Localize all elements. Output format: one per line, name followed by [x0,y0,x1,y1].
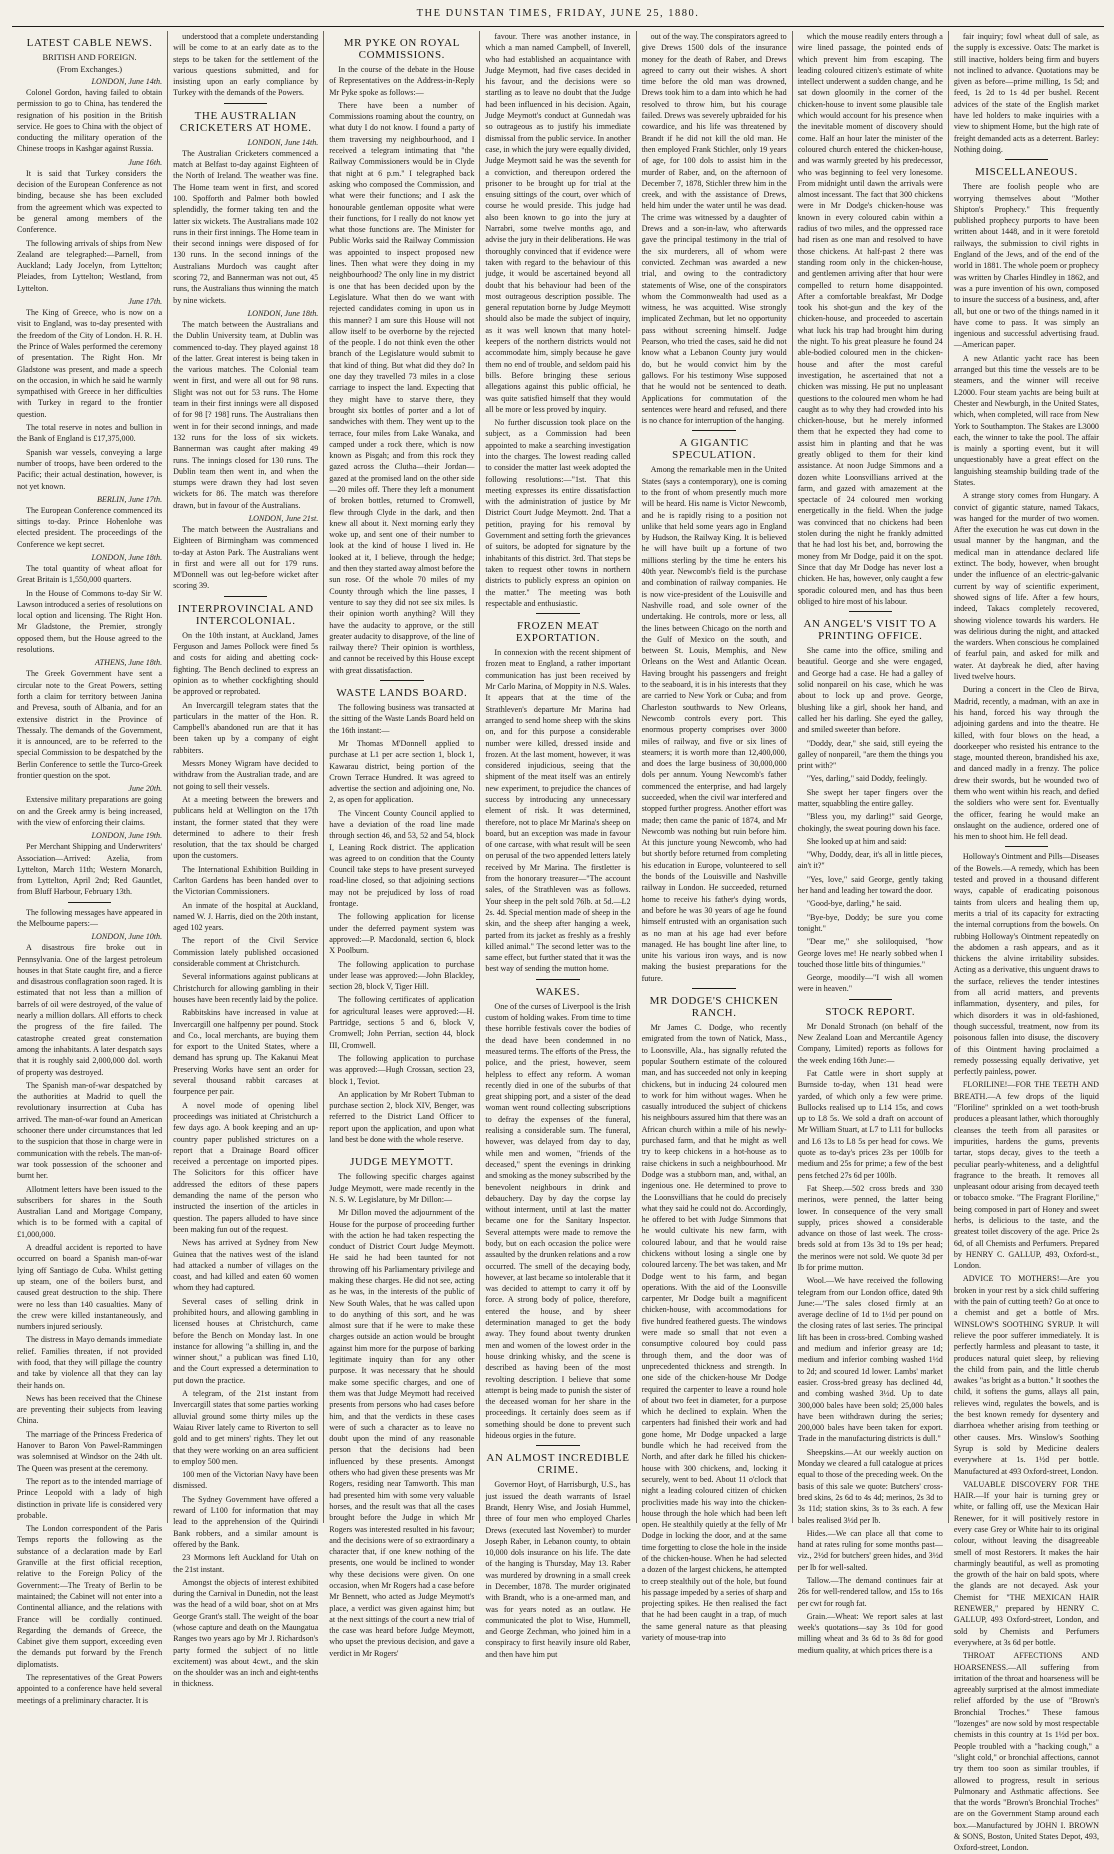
paragraph: The total quantity of wheat afloat for Great Britain is 1,550,000 quarters. [17,563,163,585]
paragraph: The following application for license under the deferred payment system was approved:—P. Macdonald, section 6, block X Poolburn. [329,912,475,956]
paragraph: Mr Thomas M'Donnell applied to purchase at L1 per acre section 1, block 1, Kawarau district, being portion of the Crown Terrace Hundred. It was agreed to advertise the section and adjoining one, No. 2, as open for application. [329,738,475,805]
divider-rule [849,999,893,1000]
dateline: LONDON, June 10th. [91,932,163,942]
divider-rule [536,1445,580,1446]
dateline: LONDON, June 14th. [91,77,163,86]
article-headline: STOCK REPORT. [825,1005,916,1018]
paragraph: The Sydney Government have offered a reward of L100 for information that may lead to the apprehension of the Quirindi Bank robbers, and a similar amount is offered by the Bank. [173,1494,319,1549]
dateline: June 17th. [128,297,163,307]
paragraph: Governor Hoyt, of Harrisburgh, U.S., has just issued the death warrants of Israel Brandt, Henry Wise, and Josiah Hummel, three of four men who employed Charles Drews (executed last November) to murder Joseph Raber, in Lebanon county, to obtain 10,000 dols insurance on his life. The date of the hanging is Thursday, May 13. Raber was murdered by drowning in a small creek in December, 1878. The murder originated with Brandt, who is a one-armed man, and was for years noted as an outlaw. He communicated the plot to Wise, Hummell, and George Zechman, who joined him in a conspiracy to first heavily insure old Raber, and then have him put [485,1480,631,1659]
column-2 [168,31,324,1689]
article-headline: AN ANGEL'S VISIT TO A PRINTING OFFICE. [803,618,938,643]
article-headline: MR DODGE'S CHICKEN RANCH. [649,995,779,1020]
paragraph: The total reserve in notes and bullion in the Bank of England is £17,375,000. [17,423,163,444]
paragraph: The report of the Civil Service Commission lately published occasioned considerable comment at Christchurch. [173,936,319,969]
paragraph: The International Exhibition Building in Carlton Gardens has been handed over to the Victorian Commissioners. [173,864,319,897]
paragraph: Hides.—We can place all that come to hand at rates ruling for some months past—viz., 2½d for butchers' green hides, and 3½d per lb for well-salted. [797,1528,943,1572]
paragraph: understood that a complete understanding will be come to at an early date as to the steps to be taken for the settlement of the various questions submitted, and for insisting upon an early compliance by Turkey with the demands of the Powers. [173,32,319,98]
paragraph: In connexion with the recent shipment of frozen meat to England, a rather important communication has just been received by Mr Carlo Marina, of Moppity in N.S. Wales. It appears that at the time of the Strathleven's departure Mr Marina had arranged to send home sheep with the skins on, and for this purpose a considerable number were killed, dressed inside and frozen. At the last moment, however, it was considered injudicious, seeing that the shipment of the meat itself was an entirely new experiment, to prejudice the chances of success by introducing any unnecessary element of risk. It was determined, therefore, not to place Mr Marina's sheep on board, but an exception was made in favour of one carcase, with what result will be seen on perusal of the two appended letters lately received by Mr Marina. The firstletter is from the honorary treasurer—"The account sales, of the Strathleven was as follows. Your sheep in the pelt sold 76lb. at 5d.—L2 2s. 4d. Special mention made of sheep in the skin, and the sheep after hanging a week, parted from its jacket as freshly as a freshly killed animal." The second letter was to the same effect, but further stated that it was the best way of sending the mutton home. [485,648,631,974]
paragraph: "Bye-bye, Doddy; be sure you come tonight." [797,912,943,933]
paragraph: THROAT AFFECTIONS AND HOARSENESS.—All suffering from irritation of the throat and hoarseness will be agreeably surprised at the almost immediate relief afforded by the use of "Brown's Bronchial Troches." These famous "lozenges" are now sold by most respectable chemists in this country at 1s 1½d per box. People troubled with a "hacking cough," a "slight cold," or bronchial affections, cannot try them too soon as similar troubles, if allowed to progress, result in serious Pulmonary and Asthmatic affections. See that the words "Brown's Bronchial Troches" are on the Government Stamp around each box.—Manufactured by JOHN I. BROWN & SONS, Boston, United States Depot, 493, Oxford-street, London. [953,1651,1099,1853]
paragraph: ADVICE TO MOTHERS!—Are you broken in your rest by a sick child suffering with the pain of cutting teeth? Go at once to a chemist and get a bottle of Mrs. WINSLOW'S SOOTHING SYRUP. It will relieve the poor sufferer immediately. It is perfectly harmless and pleasant to taste, it produces natural quiet sleep, by relieving the child from pain, and the little cherub awakes "as bright as a button." It soothes the child, it softens the gums, allays all pain, relieves wind, regulates the bowels, and is the best known remedy for dysentery and diarrhoea whether arising from teething or other causes. Mrs. Winslow's Soothing Syrup is sold by Medicine dealers everywhere at 1s. 1½d per bottle. Manufactured at 493 Oxford-street, London. [953,1274,1099,1476]
paragraph: The following application to purchase under lease was approved:—John Blackley, section 28, block V, Tiger Hill. [329,959,475,992]
divider-rule [224,596,268,597]
paragraph: An inmate of the hospital at Auckland, named W. J. Harris, died on the 20th instant, aged 102 years. [173,900,319,933]
paragraph: One of the curses of Liverpool is the Irish custom of holding wakes. From time to time these horrible festivals cover the bodies of the dead have been condemned in no measured terms. The efforts of the Press, the police, and the priest, however, seem helpless to effect any reform. A woman recently died in one of the suburbs of that great shipping port, and a sister of the dead woman went round collecting subscriptions to defray the expenses of the funeral, realising a considerable sum. The funeral, however, was delayed from day to day, while men and women, "friends of the deceased," spent the evenings in drinking and smoking as the money subscribed by the benevolent neighbours in drink and debauchery. Day by day the corpse lay without interment, until at last the matter became one for the Sanitary Inspector. Several attempts were made to remove the body, but on each occasion the police were assaulted by the drunken relations and a row occurred. The smell of the decaying body, however, at last became so intolerable that it was decided to attempt to carry it off by force. A strong body of police, therefore, entered the house, and by sheer determination managed to get the body away. They found about twenty drunken men and women of the lowest order in the house drinking whisky, and the scene is described as having been of the most revolting description. I believe that some attempt is being made to punish the sister of the deceased woman for her share in the proceedings. It certainly does seem as if something should be done to prevent such hideous orgies in the future. [485,1001,631,1441]
paragraph: The following messages have appeared in the Melbourne papers:— [17,907,163,928]
column-5 [637,31,793,1643]
paragraph: out of the way. The conspirators agreed to give Drews 1500 dols of the insurance money for the death of Raber, and Drews agreed to carry out their wishes. A short time before the old man was drowned, Drews took him to a dam into which he had resolved to throw him, but his courage failed. Drews was severely upbraided for his cowardice, and his life was threatened by Brandt if he did not kill the old man. He then employed Frank Stichler, only 19 years of age, for 100 dols to assist him in the murder of Raber, and, on the afternoon of December 7, 1878, Stichler threw him in the creek, and with the assistance of Drews, held him under the water until he was dead. The crime was witnessed by a daughter of Drews and a son-in-law, who afterwards gave the principal testimony in the trial of the six murderers, all of whom were convicted. Zechman was awarded a new trial, and owing to the contradictory statements of Wise, one of the conspirators whom the Commonwealth had used as a witness, he was acquitted. Wise strongly implicated Zechman, but let no opportunity pass without screening himself. Judge Pearson, who tried the cases, said he did not know what a Lebanon County jury would do, but he would convict him by the gallows. For his testimony Wise supposed that he would not be sentenced to death. Applications for commutation of the sentences were heard and refused, and there is no chance for interruption of the hanging. [641,32,787,426]
dateline: June 16th. [128,157,163,167]
paragraph: At a meeting between the brewers and publicans held at Wellington on the 17th instant, the former stated that they were determined to adhere to their fresh resolution, that the tax should be charged upon the customers. [173,794,319,861]
paragraph: An Invercargill telegram states that the particulars in the matter of the Hon. R. Campbell's abandoned run are that it has been taken up by a company of eight rabbiters. [173,700,319,755]
paragraph: The distress in Mayo demands immediate relief. Families threaten, if not provided with food, that they will pillage the country and take by violence all that they can lay their hands on. [17,1335,163,1390]
paragraph: A novel mode of opening libel proceedings was initiated at Christchurch a few days ago. A book keeping and an up-country paper published strictures on a report that a Drainage Board officer received a percentage on imported pipes. The Solicitors for this officer have addressed the editors of these papers demanding the name of the person who instructed the insertion of the articles in question. The papers alluded to have since been making fun out of the request. [173,1100,319,1234]
paragraph: The report as to the intended marriage of Prince Leopold with a lady of high distinction in private life is considered very probable. [17,1476,163,1520]
paragraph: FLORILINE!—FOR THE TEETH AND BREATH.—A few drops of the liquid "Floriline" sprinkled on a wet tooth-brush produces a pleasant lather, which thoroughly cleanses the teeth from all parasites or impurities, hardens the gums, prevents tartar, stops decay, gives to the teeth a peculiar pearly-whiteness, and a delightful fragrance to the breath. It removes all unpleasant odour arising from decayed teeth or tobacco smoke. "The Fragrant Floriline," being composed in part of Honey and sweet herbs, is delicious to the taste, and the greatest toilet discovery of the age. Price 2s 6d, of all Chemists and Perfumers. Prepared by HENRY C. GALLUP, 493, Oxford-st., London. [953,1080,1099,1271]
divider-rule [536,979,580,980]
article-headline: WASTE LANDS BOARD. [336,687,468,700]
article-headline: JUDGE MEYMOTT. [350,1156,454,1169]
paragraph: Several cases of selling drink in prohibited hours, and allowing gambling in licensed houses at Christchurch, came before the Bench on Monday last. In one instance for allowing "a shilling in, and the winner shout," a publican was fined L10, and the Court expressed a determination to put down the practice. [173,1296,319,1385]
paragraph: There have been a number of Commissions roaming about the country, on what duty I do not know. I found a party of them traversing my neighbourhood, and I received a telegram intimating that "the Railway Commissioners would be in Clyde that night at 6 p.m." I telegraphed back asking who composed the Commission, and what were their functions; and I ask the honourable gentleman opposite what were their functions, for I really do not know yet what those functions are. The Minister for Public Works said the Railway Commission was appointed to inspect proposed new lines. Then what were they doing in my neighbourhood? The only line in my district is one that has been decided upon by the Legislature. What then do we want with rejected candidates coming in upon us in this manner? I am sure this House will not allow itself to be overborne by the rejected of the people. I do not think even the other branch of the Legislature would submit to that kind of thing. But what did they do? In one day they travelled 73 miles in a close carriage to inspect the land. Expecting that they might have to starve there, they brought six bottles of porter and a lot of sandwiches with them. They went up to the terrace, four miles from Lake Wanaka, and camped under a rock there, which is now known as Pisgah; and from this rock they gazed across the Clutha—their Jordan—gazed at the promised land on the other side—20 miles off. There they left a monument of broken bottles, returned to Cromwell, flew through Clyde in the dark, and then knew all about it. Next morning early they woke up, and sent one of their number to look at the kind of house I lived in. He looked at it, I believe, through the hedge; and then they started away almost before the sun rose. Of the whole 70 miles of my County through which the line passes, I venture to say they did not see six miles. Is their opinion worth anything? Will they have the audacity to approve, or the still greater audacity to disapprove, of the line of railway there? Their opinion is worthless, and cannot be received by this House except with great dissatisfaction. [329,100,475,675]
paragraph: The London correspondent of the Paris Temps reports the following as the substance of a declaration made by Earl Granville at the first official reception, relative to the Foreign Policy of the Government:—The Treaty of Berlin to be maintained; the Cabinet will not enter into a Continental alliance, and the relations with France will be cordially continued. Regarding the demands of Greece, the Cabinet give them support, exceeding even the demands put forward by the French diplomatists. [17,1524,163,1669]
paragraph: "Dear me," she soliloquised, "how George loves me! He nearly sobbed when I touched those little bits of thingumies." [797,937,943,969]
paragraph: Tallow.—The demand continues fair at 26s for well-rendered tallow, and 15s to 16s per cwt for rough fat. [797,1576,943,1608]
column-6 [793,31,949,1655]
article-headline: MISCELLANEOUS. [975,166,1078,179]
dateline: LONDON, June 21st. [248,513,319,523]
paragraph: "Why, Doddy, dear, it's all in little pieces, ain't it?" [797,850,943,871]
paragraph: There are foolish people who are worrying themselves about "Mother Shipton's Prophecy." This frequently published prophecy purports to have been written about 1448, and in it were foretold railways, the submission to civil rights in England of the Jews, and of the end of the world in 1881. The whole poem or prophecy was written by Charles Hindley in 1862, and was a pure invention of his own, composed to insure the success of a business, and, after all, but one or two of the things named in it have come to pass. It was simply an ingenious and successful advertising fraud.—American paper. [953,182,1099,350]
paragraph: News has arrived at Sydney from New Guinea that the natives west of the island had attacked a number of villages on the coast, and had killed and eaten 60 women whom they had captured. [173,1238,319,1293]
paragraph: No further discussion took place on the subject, as a Commission had been appointed to make a searching investigation into the charges. The lowest reading called to consider the matter last week adopted the following resolutions:—"1st. That this meeting expresses its entire dissatisfaction with the administration of justice by Mr District Court Judge Meymott. 2nd. That a petition, praying for his removal by Government and setting forth the grievances of suitors, be adopted for signature by the inhabitants of this district. 3rd. That steps be taken to request other towns in northern districts to publicly express an opinion on the matter." The meeting was both respectable and enthusiastic. [485,418,631,608]
paragraph: A disastrous fire broke out in Pennsylvania. One of the largest petroleum houses in that State caught fire, and a fierce and disastrous conflagration soon raged. It is estimated that not less than a million of barrels of oil were destroyed, of the value of nearly a million dollars. All efforts to check the progress of the fire failed. The catastrophe created great consternation among the inhabitants. A later despatch says that it is roughly said 2,000,000 dol. worth of property was destroyed. [17,943,163,1077]
paragraph: During a concert in the Cleo de Birva, Madrid, recently, a madman, with an axe in his hand, forced his way through the adjoining gardens and into the theatre. He killed, with four blows on the head, a doorkeeper who resisted his entrance to the stage, mounted thereon, brandished his axe, and danced madly in a frenzy. The police drew their swords, but he wounded two of them who went within his reach, and defied the soldiers who were sent for. Eventually the officer, fearing he would make an onslaught on the audience, ordered one of his men to shoot him. He fell dead. [953,685,1099,842]
paragraph: Per Merchant Shipping and Underwriters' Association—Arrived: Azelia, from Lyttelton, March 11th; Western Monarch, from Lyttelton, April 2nd; Red Gauntlet, from Bluff Harbour, February 13th. [17,842,163,897]
paragraph: The following arrivals of ships from New Zealand are telegraphed:—Parnell, from Auckland; Lady Jocelyn, from Lyttelton; Pleiades, from Lyttelton; Westland, from Lyttelton. [17,238,163,293]
divider-rule [1005,846,1049,847]
paragraph: She looked up at him and said: [806,836,907,846]
masthead: THE DUNSTAN TIMES, FRIDAY, JUNE 25, 1880. [12,4,1104,27]
dateline: LONDON, June 18th. [247,308,319,318]
divider-rule [692,430,736,431]
paragraph: Grain.—Wheat: We report sales at last week's quotations—say 3s 10d for good milling wheat and 3s 6d to 3s 8d for good medium quality, at which prices there is a [797,1611,943,1655]
article-headline: WAKES. [535,985,581,998]
paragraph: The King of Greece, who is now on a visit to England, was to-day presented with the freedom of the City of London. H. R. H. the Prince of Wales performed the ceremony of presentation. The Right Hon. Mr Gladstone was present, and made a speech on the occasion, in which he said he warmly sympathised with Greece in her difficulties with Turkey in regard to the frontier question. [17,308,163,419]
paragraph: Mr Donald Stronach (on behalf of the New Zealand Loan and Mercantile Agency Company, Limited) reports as follows for the week ending 16th June:— [797,1021,943,1065]
divider-rule [1005,159,1049,160]
paragraph: Mr James C. Dodge, who recently emigrated from the town of Natick, Mass., to Loonsville, Ala., has signally refuted the popular Southern estimate of the coloured man, and has succeeded not only in keeping chickens, but in inducing 24 coloured men to work for him without wages. When he casually introduced the subject of chickens his neighbours assured him that there was an African church within a mile of his newly-purchased farm, and that he might as well try to keep chickens in a hot-house as to raise chickens in such a neighbourhood. Mr Dodge was a stubborn man, and, withal, an ingenious one. He determined to prove to the Loonsvillians that he could do precisely what they said he could not do. Accordingly, he offered to bet with Judge Simmons that he would cultivate his new farm, with coloured labour, and that he would raise chickens without losing a single one by coloured larceny. The bet was taken, and Mr Dodge went to his farm, and began operations. With the aid of the Loonsville carpenter, Mr Dodge built a magnificent chicken-house, with accommodations for five hundred feathered guests. The windows were made so small that not even a consumptive coloured boy could pass through them, and the door was of unprecedented thickness and strength. In one side of the chicken-house Mr Dodge required the carpenter to leave a round hole of about two feet in diameter, for a purpose which he declined to explain. When the carpenters had finished their work and had gone home, Mr Dodge unpacked a large bundle which he had received from the North, and after dark he filled his chicken-house with 300 chickens, and, locking it securely, went to bed. About 11 o'clock that night a leading coloured citizen of chicken proclivities made his way into the chicken-house through the hole which had been left open. He stealthily quietly at the felly of Mr Dodge in locking the door, and at the same time forgetting to close the hole in the inside of the chicken-house. When he had selected a dozen of the largest chickens, he attempted to creep stealthily out of the hole, but found his passage impeded by a series of sharp and projecting spikes. He then realised the fact that he had been caught in a trap, of much the same general nature as that pleasing variety of mouse-trap into [641,1023,787,1643]
paragraph: News has been received that the Chinese are preventing their subjects from leaving China. [17,1393,163,1426]
column-1 [12,31,168,1705]
paragraph: Amongst the objects of interest exhibited during the Carnival in Dunedin, not the least was the head of a wild boar, shot on at Mrs George Grant's stall. The weight of the boar (whose capture and death on the Maungatua Ranges two years ago by Mr J. Richardson's party formed the subject of no little excitement) was about 4cwt., and the skin on the shoulder was an inch and eight-tenths in thickness. [173,1577,319,1689]
paragraph: favour. There was another instance, in which a man named Campbell, of Inverell, who had established an acquaintance with Judge Meymott, had five cases decided in his favour, and the decisions were so startling as to leave no doubt that the Judge had been influenced in his decision. Again, Judge Meymott's conduct at Gunnedah was so outrageous as to justify his immediate dismissal from the public service. In another case, in which the jury were equally divided, Judge Meymott said he was the seventh for a conviction, and thereupon ordered the prisoner to be brought up for trial at the ensuing sittings of the court, over which of course he would preside. This judge had also been known to go into the jury at Narrabri, some twelve months ago, and advise the jury in their deliberations. He was thoroughly convinced that if evidence were taken with regard to the behaviour of this judge, it would be ascertained beyond all doubt that his behaviour had been of the most outrageous description possible. The general reputation borne by Judge Meymott should also be made the subject of inquiry, as it was well known that many hotel-keepers of the northern districts would not accommodate him, simply because he gave them no end of trouble, and seldom paid his bills. Before bringing these serious allegations against this public official, he was quite satisfied himself that they would all be more or less proved by inquiry. [485,32,631,414]
article-headline: THE AUSTRALIAN CRICKETERS AT HOME. [179,109,312,134]
paragraph: Spanish war vessels, conveying a large number of troops, have been ordered to the Pacific; their actual destination, however, is not yet known. [17,447,163,491]
paragraph: The match between the Australians and the Dublin University team, at Dublin was commenced to-day. They played against 18 of the latter. Great interest is being taken in the various matches. The Colonial team went in first, and were all out for 98 runs. Slight was not out for 53 runs. The Home team in their first innings were all disposed of for 98 [? 198] runs. The Australians then went in for their second innings, and made 132 runs for the loss of six wickets. Bannerman was caught after making 49 runs. The innings closed for 130 runs. The Dublin team then went in, and when the stumps were drawn they had lost seven wickets for 86. The match was therefore drawn, but in favour of the Australians. [173,319,319,510]
paragraph: Allotment letters have been issued to the subscribers for shares in the South Australian Land and Mortgage Company, which is to be formed with a capital of £1,000,000. [17,1184,163,1239]
dateline: June 20th. [128,784,163,794]
paragraph: Holloway's Ointment and Pills—Diseases of the Bowels.—A remedy, which has been tested and proved in a thousand different ways, capable of eradicating poisonous taints from ulcers and healing them up, merits a trial of its capacity for extracting the internal corruptions from the bowels. On rubbing Holloway's Ointment repeatedly on the abdomen a rash appears, and as it thickens the alvine irritability subsides. Acting as a derivative, this unguent draws to the surface, relieves the tender intestines from all acrid matters, and prevents inflammation, dysentery, and piles, for which disorders it was in old-fashioned, though successful, treatment, now from its poisonous fallen into disuse, the discovery of this Ointment having proclaimed a remedy possessing equally derivative, yet perfectly painless, power. [953,852,1099,1077]
paragraph: The Greek Government have sent a circular note to the Great Powers, setting forth a claim for territory between Janina and Prevesa, south of Albania, and for an extensive district in the Province of Thessaly. The demands of the Government, it is announced, are to be referred to the special Commission to be despatched by the Berlin Conference to settle the Turco-Greek frontier question on the spot. [17,669,163,781]
paragraph: In the course of the debate in the House of Representatives on the Address-in-Reply Mr Pyke spoke as follows:— [329,65,475,97]
article-headline: MR PYKE ON ROYAL COMMISSIONS. [343,37,460,61]
paragraph: Several informations against publicans at Christchurch for allowing gambling in their houses have been recently laid by the police. [173,972,319,1004]
paragraph: A new Atlantic yacht race has been arranged but this time the vessels are to be steamers, and the winner will receive L2000. Four steam yachts are being built at Chester and Newburgh, in the United States, which, when completed, will race from New York to Southampton. The Stakes are L3000 each, the winner to take the pool. The affair is mainly a sporting event, but it will unquestionably have a great effect on the languishing steamship building trade of the States. [953,353,1099,487]
paragraph: "Yes, darling," said Doddy, feelingly. [806,774,927,784]
paragraph: Rabbitskins have increased in value at Invercargill one halfpenny per pound. Stock and Co., local merchants, are buying them for export to the United States, where a demand has sprung up. The Kakanui Meat Preserving Works have sent an order for several thousand rabbit carcases at fourpence per pair. [173,1008,319,1097]
paragraph: The Spanish man-of-war despatched by the authorities at Madrid to quell the revolutionary insurrection at Cuba has arrived. The man-of-war found an American schooner there under circumstances that led to the suspicion that those in charge were in communication with the rebels. The man-of-war took possession of the schooner and burnt her. [17,1080,163,1181]
paragraph: "Bless you, my darling!" said George, chokingly, the sweat pouring down his face. [797,812,943,833]
column-3 [324,31,480,1658]
paragraph: "Doddy, dear," she said, still eyeing the galley of nonpareil, "are them the things you print with?" [797,738,943,771]
article-headline: FROZEN MEAT EXPORTATION. [515,620,601,645]
paragraph: A strange story comes from Hungary. A convict of gigantic stature, named Takacs, was hanged for the murder of two women. After the execution he was cut down in the usual manner by the hangman, and the medical man in attendance declared life extinct. The body, however, when brought under the influence of an electric-galvanic current by way of scientific experiment, showed signs of life. After a few hours, indeed, Takacs completely recovered, showing violence towards his warders. He was delirious during the night, and attacked the warders. When conscious he complained of fearful pain, and asked for milk and water. At daybreak he died, after having lived twelve hours. [953,491,1099,682]
divider-rule [68,902,112,903]
paragraph: The marriage of the Princess Frederica of Hanover to Baron Von Pawel-Rammingen was solemnised at Windsor on the 24th ult. The Queen was present at the ceremony. [17,1429,163,1473]
paragraph: Among the remarkable men in the United States (says a contemporary), one is coming to the front of whom presently much more will be heard. His name is Victor Newcomb, and he is rapidly rising to a position not unlike that held some years ago in England by Hudson, the Railway King. It is believed he will have built up a fortune of two millions sterling by the time he enters his 40th year. Newcomb's field is the purchase and combination of railway companies. He is now vice-president of the Louisville and Nashville road, and sole owner of the undertaking. He controls, more or less, all the lines between Chicago on the north and the Gulf of Mexico on the south, and between St. Louis, Memphis, and New Orleans on the West and Atlantic Ocean. Having brought his passengers and freight to the seaboard, it is in his interests that they are carried to New York or Cuba; and from Charleston southwards to New Orleans, Newcomb controls every port. This enormous property comprises over 3000 miles of railway, and five or six lines of steamers; it is worth more than 12,400,000, and does the large business of 30,000,000 dols per annum. Young Newcomb's father commenced the enterprise, and had largely succeeded, when the civil war interfered and stopped further progress. Another effort was made; then came the panic of 1874, and Mr Newcomb was nothing but ruin before him. At this juncture young Newcomb, who had but shortly before returned from completing his education in Europe, volunteered to sell the bonds of the Louisville and Nashville railway in London. He succeeded, returned home to receive his father's dying words, and before he was 30 years of age he found himself entrusted with an organisation such as no man at his age had ever before managed. He has bought line after line, to unite his various iron ways, and is now making the busiest preparations for the future. [641,465,787,983]
paragraph: George, moodily—"I wish all women were in heaven." [797,973,943,994]
divider-rule [849,611,893,612]
divider-rule [380,1149,424,1150]
paragraph: Fat Sheep.—502 cross breds and 330 merinos, were penned, the latter being lower. In consequence of the very small supply, prices showed a considerable advance on those of last week. The cross-breds sold at from 13s 3d to 19s per head; the merinos were not sold. We quote 3d per lb for prime mutton. [797,1183,943,1272]
paragraph: Sheepskins.—At our weekly auction on Monday we cleared a full catalogue at prices equal to those of the preceding week. On the basis of this sale we quote: Butchers' cross-bred skins, 2s 6d to 4s 4d; merinos, 2s 3d to 3s 11d; station skins, 3s to 3s each. A few bales realised 3½d per lb. [797,1447,943,1525]
paragraph: The European Conference commenced its sittings to-day. Prince Hohenlohe was elected president. The proceedings of the Conference we kept secret. [17,505,163,549]
divider-rule [224,103,268,104]
paragraph: Fat Cattle were in short supply at Burnside to-day, when 131 head were yarded, of which only a few were prime. Bullocks realised up to L14 15s, and cows up to L8 5s. We sold a draft on account of Mr William Stuart, at L7 to L11 for bullocks and L6 13s to L8 5s per head for cows. We quote as to-day's prices 23s per 100lb for medium and 25s for prime; a few of the best pens fetched 27s 6d per 100lb. [797,1068,943,1180]
paragraph: Extensive military preparations are going on and the Greek army is being increased, with the view of enforcing their claims. [17,795,163,827]
paragraph: "Good-bye, darling," he said. [806,899,902,909]
dateline: BERLIN, June 17th. [96,494,163,504]
subheading: BRITISH AND FOREIGN. [42,52,137,62]
subheading: (From Exchanges.) [56,64,123,74]
paragraph: The following application to purchase was approved:—Hugh Crossan, section 23, block 1, Teviot. [329,1053,475,1086]
paragraph: The representatives of the Great Powers appointed to a conference have held several meetings of a preliminary character. It is [17,1673,163,1705]
paragraph: Colonel Gordon, having failed to obtain permission to go to China, has tendered the resignation of his position in the British service. He goes to China with the object of conducting the military operation of the Chinese troops in Kashgar against Russia. [17,88,163,154]
paragraph: which the mouse readily enters through a wire lined passage, the pointed ends of which prevent him from escaping. The leading coloured citizen's estimate of white intellect underwent a sudden change, and he sat down gloomily in the corner of the chicken-house to invent some plausible tale which would account for his presence when the inevitable moment of discovery should come. Half an hour later the minister of the coloured church entered the chicken-house, and was warmly greeted by his predecessor, who was beginning to feel very lonesome. From midnight until dawn the arrivals were almost incessant. The fact that 300 chickens were in Mr Dodge's chicken-house was known in every coloured cabin within a radius of two miles, and the oppressed race had risen as one man and resolved to have those chickens. At half-past 2 there was standing room only in the chicken-house, and gentlemen arriving after that hour were compelled to return home disappointed. After a comfortable breakfast, Mr Dodge took his shot-gun and the key of the chicken-house, and proceeded to ascertain what luck his trap had brought him during the night. To his great pleasure he found 24 able-bodied coloured men in the chicken-house and after the most careful investigation, he ascertained that not a chicken was missing. He put no unpleasant questions to the coloured men whom he had caught as to why they had crowded into his chicken-house, but he merely informed them that he expected they had come to assist him in planting and that he was greatly obliged to them for their kind assistance. At noon Judge Simmons and a dozen white Loonsvillians arrived at the farm, and gazed with amazement at the spectacle of 24 coloured men working energetically in the field. When the judge was convinced that no chickens had been stolen during the night he frankly admitted that he had lost his bet, and, borrowing the money from Mr Dodge, paid it on the spot. Since that day Mr Dodge has never lost a chicken. He has, however, only caught a few sporadic coloured men, and has thus been obliged to hire most of his labour. [797,32,943,606]
paragraph: The following certificates of application for agricultural leases were approved:—H. Partridge, sections 5 and 6, block V, Cromwell; John Perrian, section 44, block III, Cromwell. [329,995,475,1050]
divider-rule [380,680,424,681]
article-headline: LATEST CABLE NEWS. [26,37,153,49]
paragraph: A dreadful accident is reported to have occurred on board a Spanish man-of-war lying off Santiago de Cuba. Whilst getting up steam, one of the boilers burst, and caused great destruction to the ship. There were no less than 140 casualties. Many of the crew were killed instantaneously, and numbers injured seriously. [17,1243,163,1332]
paragraph: The following business was transacted at the sitting of the Waste Lands Board held on the 16th instant:— [329,703,475,735]
paragraph: Messrs Money Wigram have decided to withdraw from the Australian trade, and are not going to sell their vessels. [173,759,319,791]
divider-rule [692,988,736,989]
paragraph: The Australian Cricketers commenced a match at Belfast to-day against Eighteen of the North of Ireland. The weather was fine. The Home team went in first, and scored 100. Spofforth and Palmer both bowled splendidly, the former taking ten and the latter six wickets. The Australians made 102 runs in their first innings. The Home team in their second innings were disposed of for 130 runs. In the second innings of the Australians Murdoch was caught after scoring 72, and Bannerman was not out, 45 runs, the Australians thus winning the match by nine wickets. [173,148,319,305]
dateline: LONDON, June 18th. [91,552,163,562]
column-7 [949,31,1104,1853]
paragraph: The following specific charges against Judge Meymott, were made recently in the N. S. W. Legislature, by Mr Dillon:— [329,1172,475,1204]
paragraph: 23 Mormons left Auckland for Utah on the 21st instant. [173,1553,319,1574]
paragraph: A telegram, of the 21st instant from Invercargill states that some parties working alluvial ground some thirty miles up the Waiau River lately came to Riverton to sell gold and to get miners' rights. They let out that they were working on an area sufficient to employ 500 men. [173,1389,319,1466]
paragraph: In the House of Commons to-day Sir W. Lawson introduced a series of resolutions on local option and licensing. The Right Hon. Mr Gladstone, the Premier, strongly opposed them, but the House agreed to the resolutions. [17,588,163,655]
paragraph: Wool.—We have received the following telegram from our London office, dated 9th June:—"The sales closed firmly at an average decline of 1d to 1½d per pound on the closing rates of last series. The principal lift has been in cross-bred. Combing washed and medium and inferior greasy are 1d; medium and inferior combing washed 1½d to 2d; and scoured 1d lower. Lambs' market easier. Cross-bred greasy has declined 4d, and combing washed 3½d. Up to date 300,000 bales have been sold; 25,000 bales have been withdrawn during the series; 200,000 bales have been taken for export. Trade in the manufacturing districts is dull." [797,1276,943,1444]
paragraph: The Vincent County Council applied to have a deviation of the road line made through section 46, and 53, 52 and 54, block I, Leaning Rock district. The application was agreed to on condition that the County Council take steps to have present surveyed road-line closed, so that adjoining sections may not be prejudiced by loss of road frontage. [329,808,475,909]
paragraph: VALUABLE DISCOVERY FOR THE HAIR.—If your hair is turning grey or white, or falling off, use the Mexican Hair Renewer, for it will positively restore in every case Grey or White hair to its original colour, without leaving the disagreeable smell of most Restorers. It makes the hair charmingly beautiful, as well as promoting the growth of the hair on bald spots, where the glands are not decayed. Ask your Chemist for "THE MEXICAN HAIR RENEWER," prepared by HENRY C. GALLUP, 493 Oxford-street, London, and sold by Chemists and Perfumers everywhere, at 3s 6d per bottle. [953,1479,1099,1647]
paragraph: "Yes, love," said George, gently taking her hand and leading her toward the door. [797,874,943,896]
column-4 [480,31,636,1659]
article-headline: A GIGANTIC SPECULATION. [672,437,757,462]
paragraph: fair inquiry; fowl wheat dull of sale, as the supply is excessive. Oats: The market is still inactive, holders being firm and buyers not inclined to advance. Quotations may be given as before—prime milling, 1s 5d; and feed, 1s 2d to 1s 4d per bushel. Recent advices of the state of the English market have led holders to make inquiries with a view to shipment Home, but the high rate of freight demanded acts as a deterrent. Barley: Nothing doing. [953,32,1099,154]
paragraph: It is said that Turkey considers the decision of the European Conference as not binding, because she has been excluded from the agreement which was expected to be general among members of the Conference. [17,168,163,235]
article-headline: AN ALMOST INCREDIBLE CRIME. [486,1452,630,1477]
paragraph: 100 men of the Victorian Navy have been dismissed. [173,1470,319,1491]
dateline: LONDON, June 14th. [247,137,319,147]
divider-rule [536,613,580,614]
paragraph: An application by Mr Robert Tubman to purchase section 2, block XIV, Benger, was referred to the District Land Officer to report upon the application, and upon what land best be done with the whole reserve. [329,1089,475,1145]
paragraph: She came into the office, smiling and beautiful. George and she were engaged, and George had a case. He had a galley of solid nonpareil on his case, which he was about to lock up and prove. George, blushing like a girl, shook her hand, and called her his darling. She eyed the galley, and smiled sweeter than before. [797,646,943,735]
paragraph: On the 10th instant, at Auckland, James Ferguson and James Pollock were fined 5s and costs for aiding and abetting cock-fighting. The Bench declined to express an opinion as to whether cockfighting should be approved or reprobated. [173,630,319,697]
paragraph: She swept her taper fingers over the matter, squabbling the entire galley. [797,787,943,808]
paragraph: The match between the Australians and Eighteen of Birmingham was commenced to-day at Aston Park. The Australians went in first and were all out for 179 runs. M'Donnell was out leg-before wicket after scoring 39. [173,524,319,591]
column-container [12,31,1104,1853]
paragraph: Mr Dillon moved the adjournment of the House for the purpose of proceeding further with the action he had taken respecting the conduct of District Court Judge Meymott. He said he had been taunted for not throwing off his Parliamentary privilege and making these charges. He did not see, acting as he was, in the interests of the public of New South Wales, that he was called upon to do anything of this sort, and he was almost sure that if he were to make these charges outside an action would be brought against him more for the purpose of barking legitimate inquiry than for any other purpose. It was necessary that he should make some specific charges, and one of them was that Judge Meymott had received presents from persons who had cases before him, and that the verdicts in these cases were of such a character as to leave no doubt upon the mind of any reasonable person that the decisions had been influenced by these presents. Amongst others who had given these presents was Mr Rogers, residing near Tamworth. This man had presented him with some very valuable horses, and the result was that all the cases brought before the Judge in which Mr Rogers was interested resulted in his favour; and the decisions were of so extraordinary a character that, if one knew nothing of the presents, one would be inclined to wonder why these decisions were given. On one occasion, when Mr Rogers had a case before Mr Bennett, who acted as Judge Meymott's place, a verdict was given against him; but at the next sittings of the court a new trial of the case was heard before Judge Meymott, who upset the previous decision, and gave a verdict in Mr Rogers' [329,1208,475,1658]
article-headline: INTERPROVINCIAL AND INTERCOLONIAL. [177,602,314,627]
dateline: LONDON, June 19th. [91,831,163,841]
dateline: ATHENS, June 18th. [94,658,163,668]
